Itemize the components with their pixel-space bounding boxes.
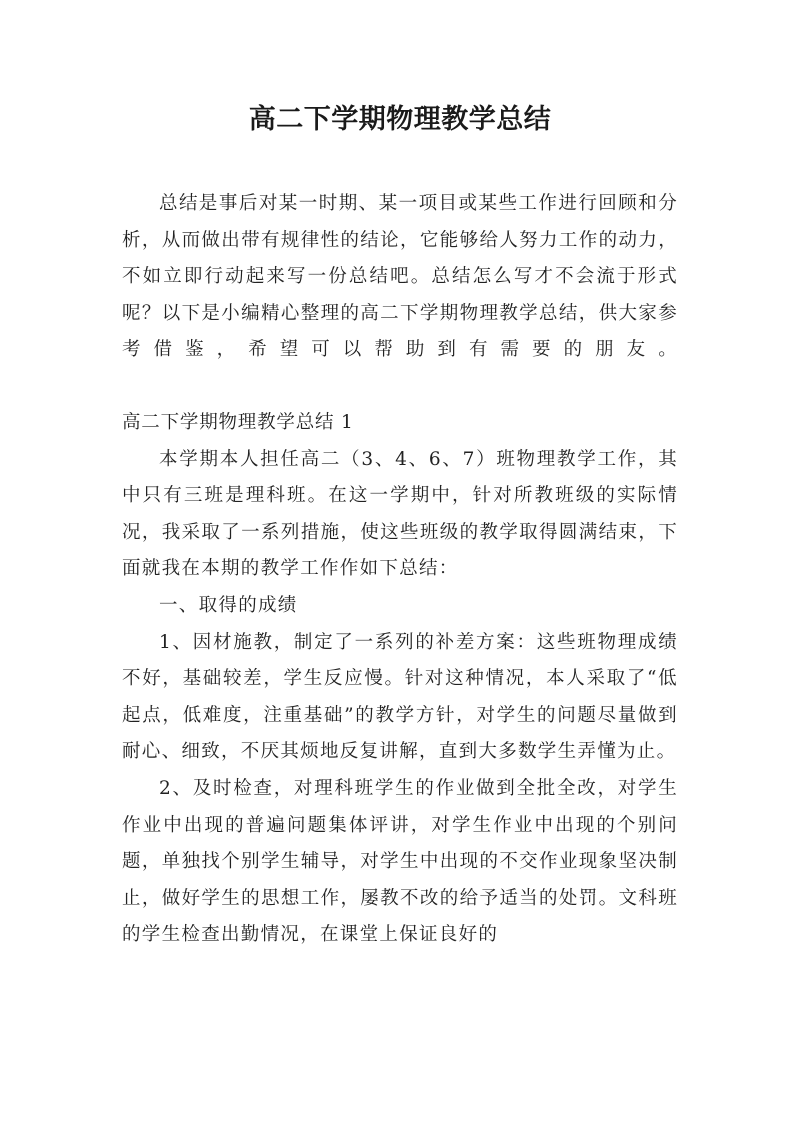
- paragraph-gap: [122, 369, 678, 405]
- document-title: 高二下学期物理教学总结: [248, 104, 552, 135]
- intro-paragraph: 总结是事后对某一时期、某一项目或某些工作进行回顾和分析，从而做出带有规律性的结论，它能够给人努力工作的动力，不如立即行动起来写一份总结吧。总结怎么写才不会流于形式呢？以下是小编精心整理的高二下学期物理教学总结，供大家参考借鉴，希望可以帮助到有需要的朋友。: [122, 193, 678, 361]
- document-body: [122, 186, 678, 954]
- body-paragraph-1: 本学期本人担任高二（3、4、6、7）班物理教学工作，其中只有三班是理科班。在这一学期中，针对所教班级的实际情况，我采取了一系列措施，使这些班级的教学取得圆满结束，下面就我在本期的教学工作作如下总结：: [122, 448, 678, 580]
- heading-achievements: 一、取得的成绩: [159, 594, 298, 616]
- section-title: 高二下学期物理教学总结 1: [122, 411, 354, 433]
- body-paragraph-3: 2、及时检查，对理科班学生的作业做到全批全改，对学生作业中出现的普遍问题集体评讲，对学生作业中出现的个别问题，单独找个别学生辅导，对学生中出现的不交作业现象坚决制止，做好学生的思想工作，屡教不改的给予适当的处罚。文科班的学生检查出勤情况，在课堂上保证良好的: [122, 777, 678, 946]
- body-paragraph-2: 1、因材施教，制定了一系列的补差方案：这些班物理成绩不好，基础较差，学生反应慢。针对这种情况，本人采取了“低起点，低难度，注重基础”的教学方针，对学生的问题尽量做到耐心、细致，不厌其烦地反复讲解，直到大多数学生弄懂为止。: [122, 631, 678, 763]
